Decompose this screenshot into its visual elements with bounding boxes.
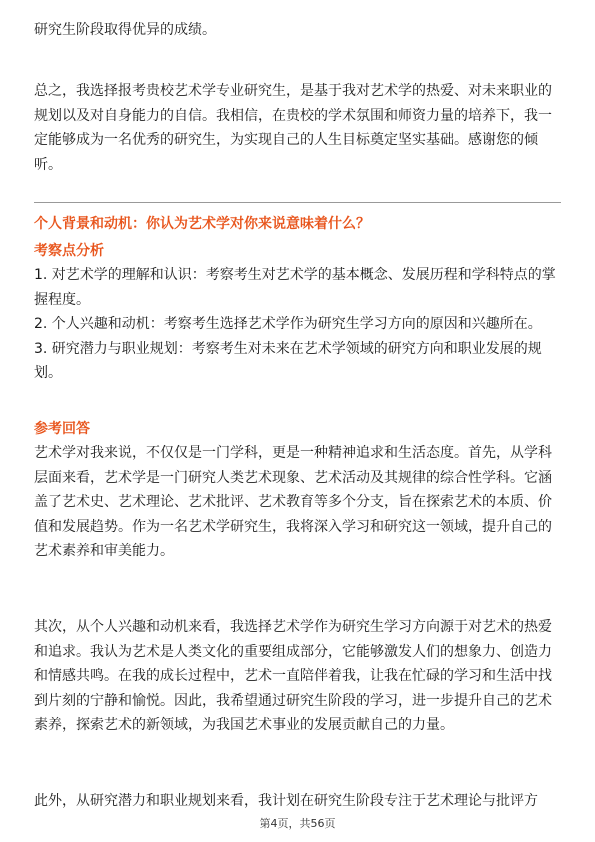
conclusion-paragraph: 总之，我选择报考贵校艺术学专业研究生，是基于我对艺术学的热爱、对未来职业的规划以及对自身能力的自信。我相信，在贵校的学术氛围和师资力量的培养下，我一定能够成为一名优秀的研究生，为实现自己的人生目标奠定坚实基础。感谢您的倾听。 bbox=[34, 83, 552, 173]
body-paragraph: 研究生阶段取得优异的成绩。 bbox=[34, 22, 216, 38]
section-divider bbox=[34, 202, 561, 203]
answer-paragraph: 此外，从研究潜力和职业规划来看，我计划在研究生阶段专注于艺术理论与批评方 bbox=[34, 793, 538, 809]
analysis-item: 2. 个人兴趣和动机：考察考生选择艺术学作为研究生学习方向的原因和兴趣所在。 bbox=[34, 316, 542, 332]
answer-paragraph: 艺术学对我来说，不仅仅是一门学科，更是一种精神追求和生活态度。首先，从学科层面来看，艺术学是一门研究人类艺术现象、艺术活动及其规律的综合性学科。它涵盖了艺术史、艺术理论、艺术批评、艺术教育等多个分支，旨在探索艺术的本质、价值和发展趋势。作为一名艺术学研究生，我将深入学习和研究这一领域，提升自己的艺术素养和审美能力。 bbox=[34, 445, 552, 559]
analysis-item: 1. 对艺术学的理解和认识：考察考生对艺术学的基本概念、发展历程和学科特点的掌握程度。 bbox=[34, 267, 556, 308]
analysis-item: 3. 研究潜力与职业规划：考察考生对未来在艺术学领域的研究方向和职业发展的规划。 bbox=[34, 340, 542, 381]
page-number-footer: 第4页，共56页 bbox=[259, 817, 336, 830]
question-title: 个人背景和动机：你认为艺术学对你来说意味着什么？ bbox=[34, 216, 370, 232]
answer-heading: 参考回答 bbox=[34, 421, 90, 437]
answer-paragraph: 其次，从个人兴趣和动机来看，我选择艺术学作为研究生学习方向源于对艺术的热爱和追求。我认为艺术是人类文化的重要组成部分，它能够激发人们的想象力、创造力和情感共鸣。在我的成长过程中，艺术一直陪伴着我，让我在忙碌的学习和生活中找到片刻的宁静和愉悦。因此，我希望通过研究生阶段的学习，进一步提升自己的艺术素养，探索艺术的新领域，为我国艺术事业的发展贡献自己的力量。 bbox=[34, 619, 552, 733]
analysis-heading: 考察点分析 bbox=[34, 243, 104, 259]
analysis-list bbox=[34, 263, 561, 386]
